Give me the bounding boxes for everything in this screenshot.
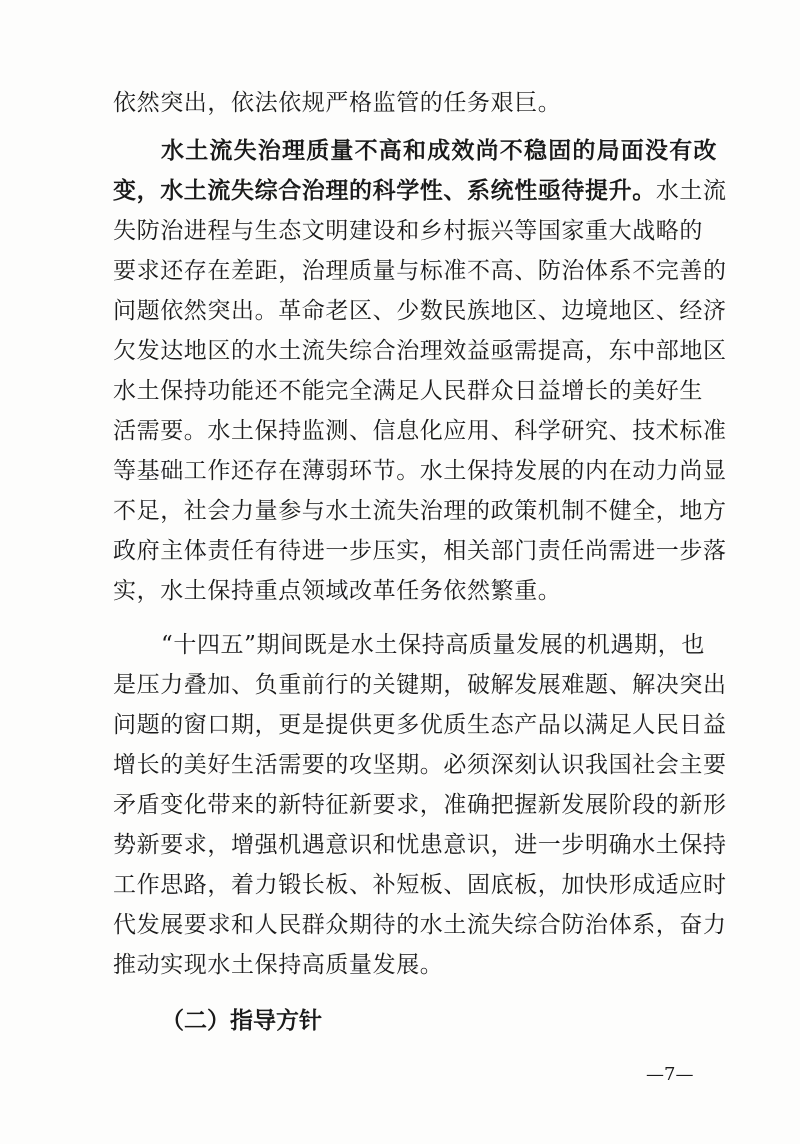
line-text: 是压力叠加、负重前行的关键期，破解发展难题、解决突出	[113, 672, 727, 698]
line-text: 矛盾变化带来的新特征新要求，准确把握新发展阶段的新形	[113, 792, 727, 818]
line-text: 推动实现水土保持高质量发展。	[113, 952, 444, 978]
body-line-8	[113, 376, 703, 406]
line-text: 水土流	[655, 178, 727, 204]
page-number: —7—	[646, 1064, 694, 1085]
line-text: 工作思路，着力锻长板、补短板、固底板，加快形成适应时	[113, 872, 727, 898]
body-line-15	[113, 670, 727, 700]
line-text: 水土保持功能还不能完全满足人民群众日益增长的美好生	[113, 378, 703, 404]
body-line-9	[113, 416, 727, 446]
line-text: 等基础工作还存在薄弱环节。水土保持发展的内在动力尚显	[113, 458, 727, 484]
body-line-21	[113, 910, 727, 940]
body-line-7	[113, 336, 727, 366]
line-text: 问题依然突出。革命老区、少数民族地区、边境地区、经济	[113, 298, 727, 324]
line-text: 依然突出，依法依规严格监管的任务艰巨。	[113, 90, 562, 116]
line-text: 政府主体责任有待进一步压实，相关部门责任尚需进一步落	[113, 538, 727, 564]
body-line-11	[113, 496, 727, 526]
line-text: 要求还存在差距，治理质量与标准不高、防治体系不完善的	[113, 258, 727, 284]
line-text: 欠发达地区的水土流失综合治理效益亟需提高，东中部地区	[113, 338, 727, 364]
bold-lead-line-1	[161, 136, 718, 166]
body-line-6	[113, 296, 727, 326]
line-text: “十四五”期间既是水土保持高质量发展的机遇期，也	[161, 632, 705, 658]
section-heading: （二）指导方针	[161, 1008, 322, 1034]
body-line-22	[113, 950, 693, 980]
line-text: 问题的窗口期，更是提供更多优质生态产品以满足人民日益	[113, 712, 727, 738]
body-line-5	[113, 256, 727, 286]
line-text: 活需要。水土保持监测、信息化应用、科学研究、技术标准	[113, 418, 727, 444]
line-text: 代发展要求和人民群众期待的水土流失综合防治体系，奋力	[113, 912, 727, 938]
body-line-17	[113, 750, 727, 780]
body-line-16	[113, 710, 727, 740]
body-line-13	[113, 576, 693, 606]
body-line-10	[113, 456, 727, 486]
body-line-19	[113, 830, 727, 860]
body-line-14	[161, 630, 705, 660]
body-line-3	[113, 176, 727, 206]
body-line-18	[113, 790, 727, 820]
bold-lead-text: 水土流失治理质量不高和成效尚不稳固的局面没有改	[161, 138, 718, 164]
body-line-4	[113, 216, 703, 246]
line-text: 实，水土保持重点领域改革任务依然繁重。	[113, 578, 562, 604]
line-text: 失防治进程与生态文明建设和乡村振兴等国家重大战略的	[113, 218, 703, 244]
line-text: 增长的美好生活需要的攻坚期。必须深刻认识我国社会主要	[113, 752, 727, 778]
body-line-12	[113, 536, 727, 566]
body-line-20	[113, 870, 727, 900]
line-text: 势新要求，增强机遇意识和忧患意识，进一步明确水土保持	[113, 832, 727, 858]
body-line-1	[113, 88, 693, 118]
line-text: 不足，社会力量参与水土流失治理的政策机制不健全，地方	[113, 498, 727, 524]
bold-lead-text: 变，水土流失综合治理的科学性、系统性亟待提升。	[113, 178, 656, 204]
